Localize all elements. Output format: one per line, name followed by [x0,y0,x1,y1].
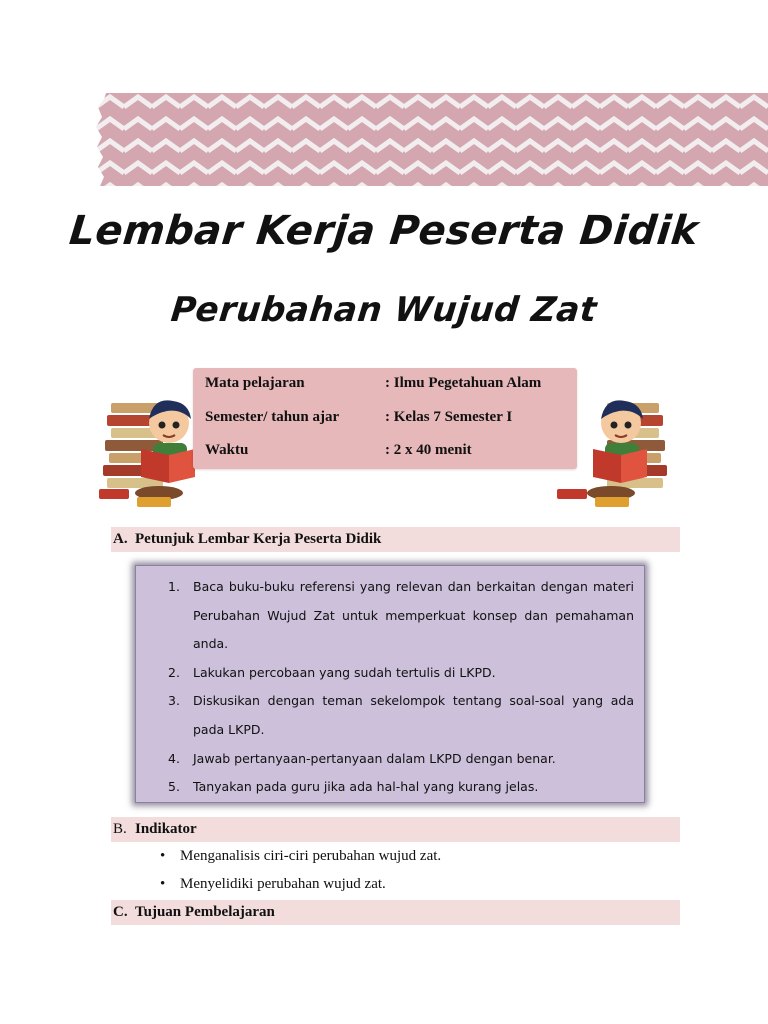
page-title-text: Lembar Kerja Peserta Didik [67,208,701,254]
page-title [0,208,768,254]
instruction-text: Baca buku-buku referensi yang relevan dan berkaitan dengan materi Perubahan Wujud Zat untuk memperkuat konsep dan pemahaman anda. [193,579,634,652]
page-subtitle [0,290,768,330]
info-label: Waktu [205,442,249,458]
instruction-number: 5. [168,779,180,795]
instruction-number: 4. [168,750,180,766]
instruction-number: 1. [168,579,180,594]
list-item-text: Menyelidiki perubahan wujud zat. [180,876,386,892]
info-label: Mata pelajaran [205,375,305,391]
instruction-item [168,745,634,774]
instruction-number: 3. [168,693,180,709]
indikator-list [160,846,441,902]
instructions-list [168,573,634,802]
instruction-text: Lakukan percobaan yang sudah tertulis di LKPD. [193,664,496,680]
section-letter: C. [113,904,128,920]
info-label: Semester/ tahun ajar [205,409,340,425]
list-item [160,874,441,902]
list-item [160,846,441,874]
instructions-box [135,565,645,803]
bullet-icon: • [160,876,166,892]
instruction-item [168,773,634,802]
instruction-item [168,659,634,688]
chevron-tape-banner [96,93,768,186]
info-value: : Kelas 7 Semester I [385,409,513,425]
section-heading-petunjuk [111,527,680,552]
instruction-text: Jawab pertanyaan-pertanyaan dalam LKPD dengan benar. [193,750,556,766]
section-title: Tujuan Pembelajaran [135,904,275,920]
instruction-text: Tanyakan pada guru jika ada hal-hal yang kurang jelas. [193,779,539,795]
bullet-icon: • [160,848,166,864]
info-value: : 2 x 40 menit [385,442,472,458]
info-value: : Ilmu Pegetahuan Alam [385,375,542,391]
instruction-item [168,573,634,659]
section-title: Indikator [135,821,197,837]
instruction-item [168,687,634,744]
list-item-text: Menganalisis ciri-ciri perubahan wujud zat. [180,848,442,864]
subject-info-box [193,368,577,469]
page-subtitle-text: Perubahan Wujud Zat [169,290,599,330]
instruction-number: 2. [168,664,180,680]
section-heading-indikator [111,817,680,842]
section-title: Petunjuk Lembar Kerja Peserta Didik [135,531,382,547]
section-letter: B. [113,821,127,837]
section-letter: A. [113,531,128,547]
section-heading-tujuan [111,900,680,925]
instruction-text: Diskusikan dengan teman sekelompok tentang soal-soal yang ada pada LKPD. [193,693,634,737]
